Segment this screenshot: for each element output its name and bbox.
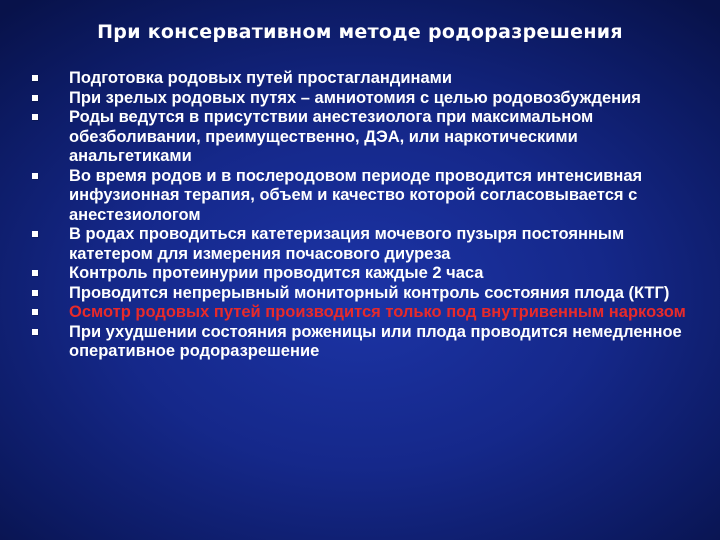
bullet-text: Проводится непрерывный мониторный контроль состояния плода (КТГ) — [69, 283, 670, 302]
bullet-text: При ухудшении состояния роженицы или плода проводится немедленное оперативное родоразрешение — [69, 322, 682, 360]
square-bullet-icon — [32, 270, 38, 276]
bullet-item — [0, 167, 720, 226]
square-bullet-icon — [32, 173, 38, 179]
bullet-item — [0, 108, 720, 167]
bullet-text: Роды ведутся в присутствии анестезиолога при максимальном обезболивании, преимущественно, ДЭА, или наркотическими анальгетиками — [69, 108, 594, 165]
square-bullet-icon — [32, 309, 38, 315]
bullet-text: Подготовка родовых путей простагландинами — [69, 69, 452, 87]
bullet-item — [0, 284, 720, 304]
square-bullet-icon — [32, 231, 38, 237]
bullet-text: Контроль протеинурии проводится каждые 2 часа — [69, 264, 484, 282]
bullet-item — [0, 69, 720, 89]
slide-title: При консервативном методе родоразрешения — [97, 21, 623, 43]
square-bullet-icon — [32, 329, 38, 335]
bullet-item-highlighted — [0, 303, 720, 323]
bullet-item — [0, 264, 720, 284]
bullet-text: При зрелых родовых путях – амниотомия с целью родовозбуждения — [69, 88, 641, 107]
square-bullet-icon — [32, 114, 38, 120]
square-bullet-icon — [32, 290, 38, 296]
bullet-text: Во время родов и в послеродовом периоде проводится интенсивная инфузионная терапия, объем и качество которой согласовывается с анестезиологом — [69, 166, 643, 224]
bullet-list — [0, 69, 720, 362]
bullet-item — [0, 89, 720, 109]
bullet-text: В родах проводиться катетеризация мочевого пузыря постоянным катетером для измерения почасового диуреза — [69, 225, 625, 263]
square-bullet-icon — [32, 75, 38, 81]
square-bullet-icon — [32, 95, 38, 101]
bullet-text: Осмотр родовых путей производится только под внутривенным наркозом — [69, 303, 686, 321]
bullet-item — [0, 323, 720, 362]
bullet-item — [0, 225, 720, 264]
